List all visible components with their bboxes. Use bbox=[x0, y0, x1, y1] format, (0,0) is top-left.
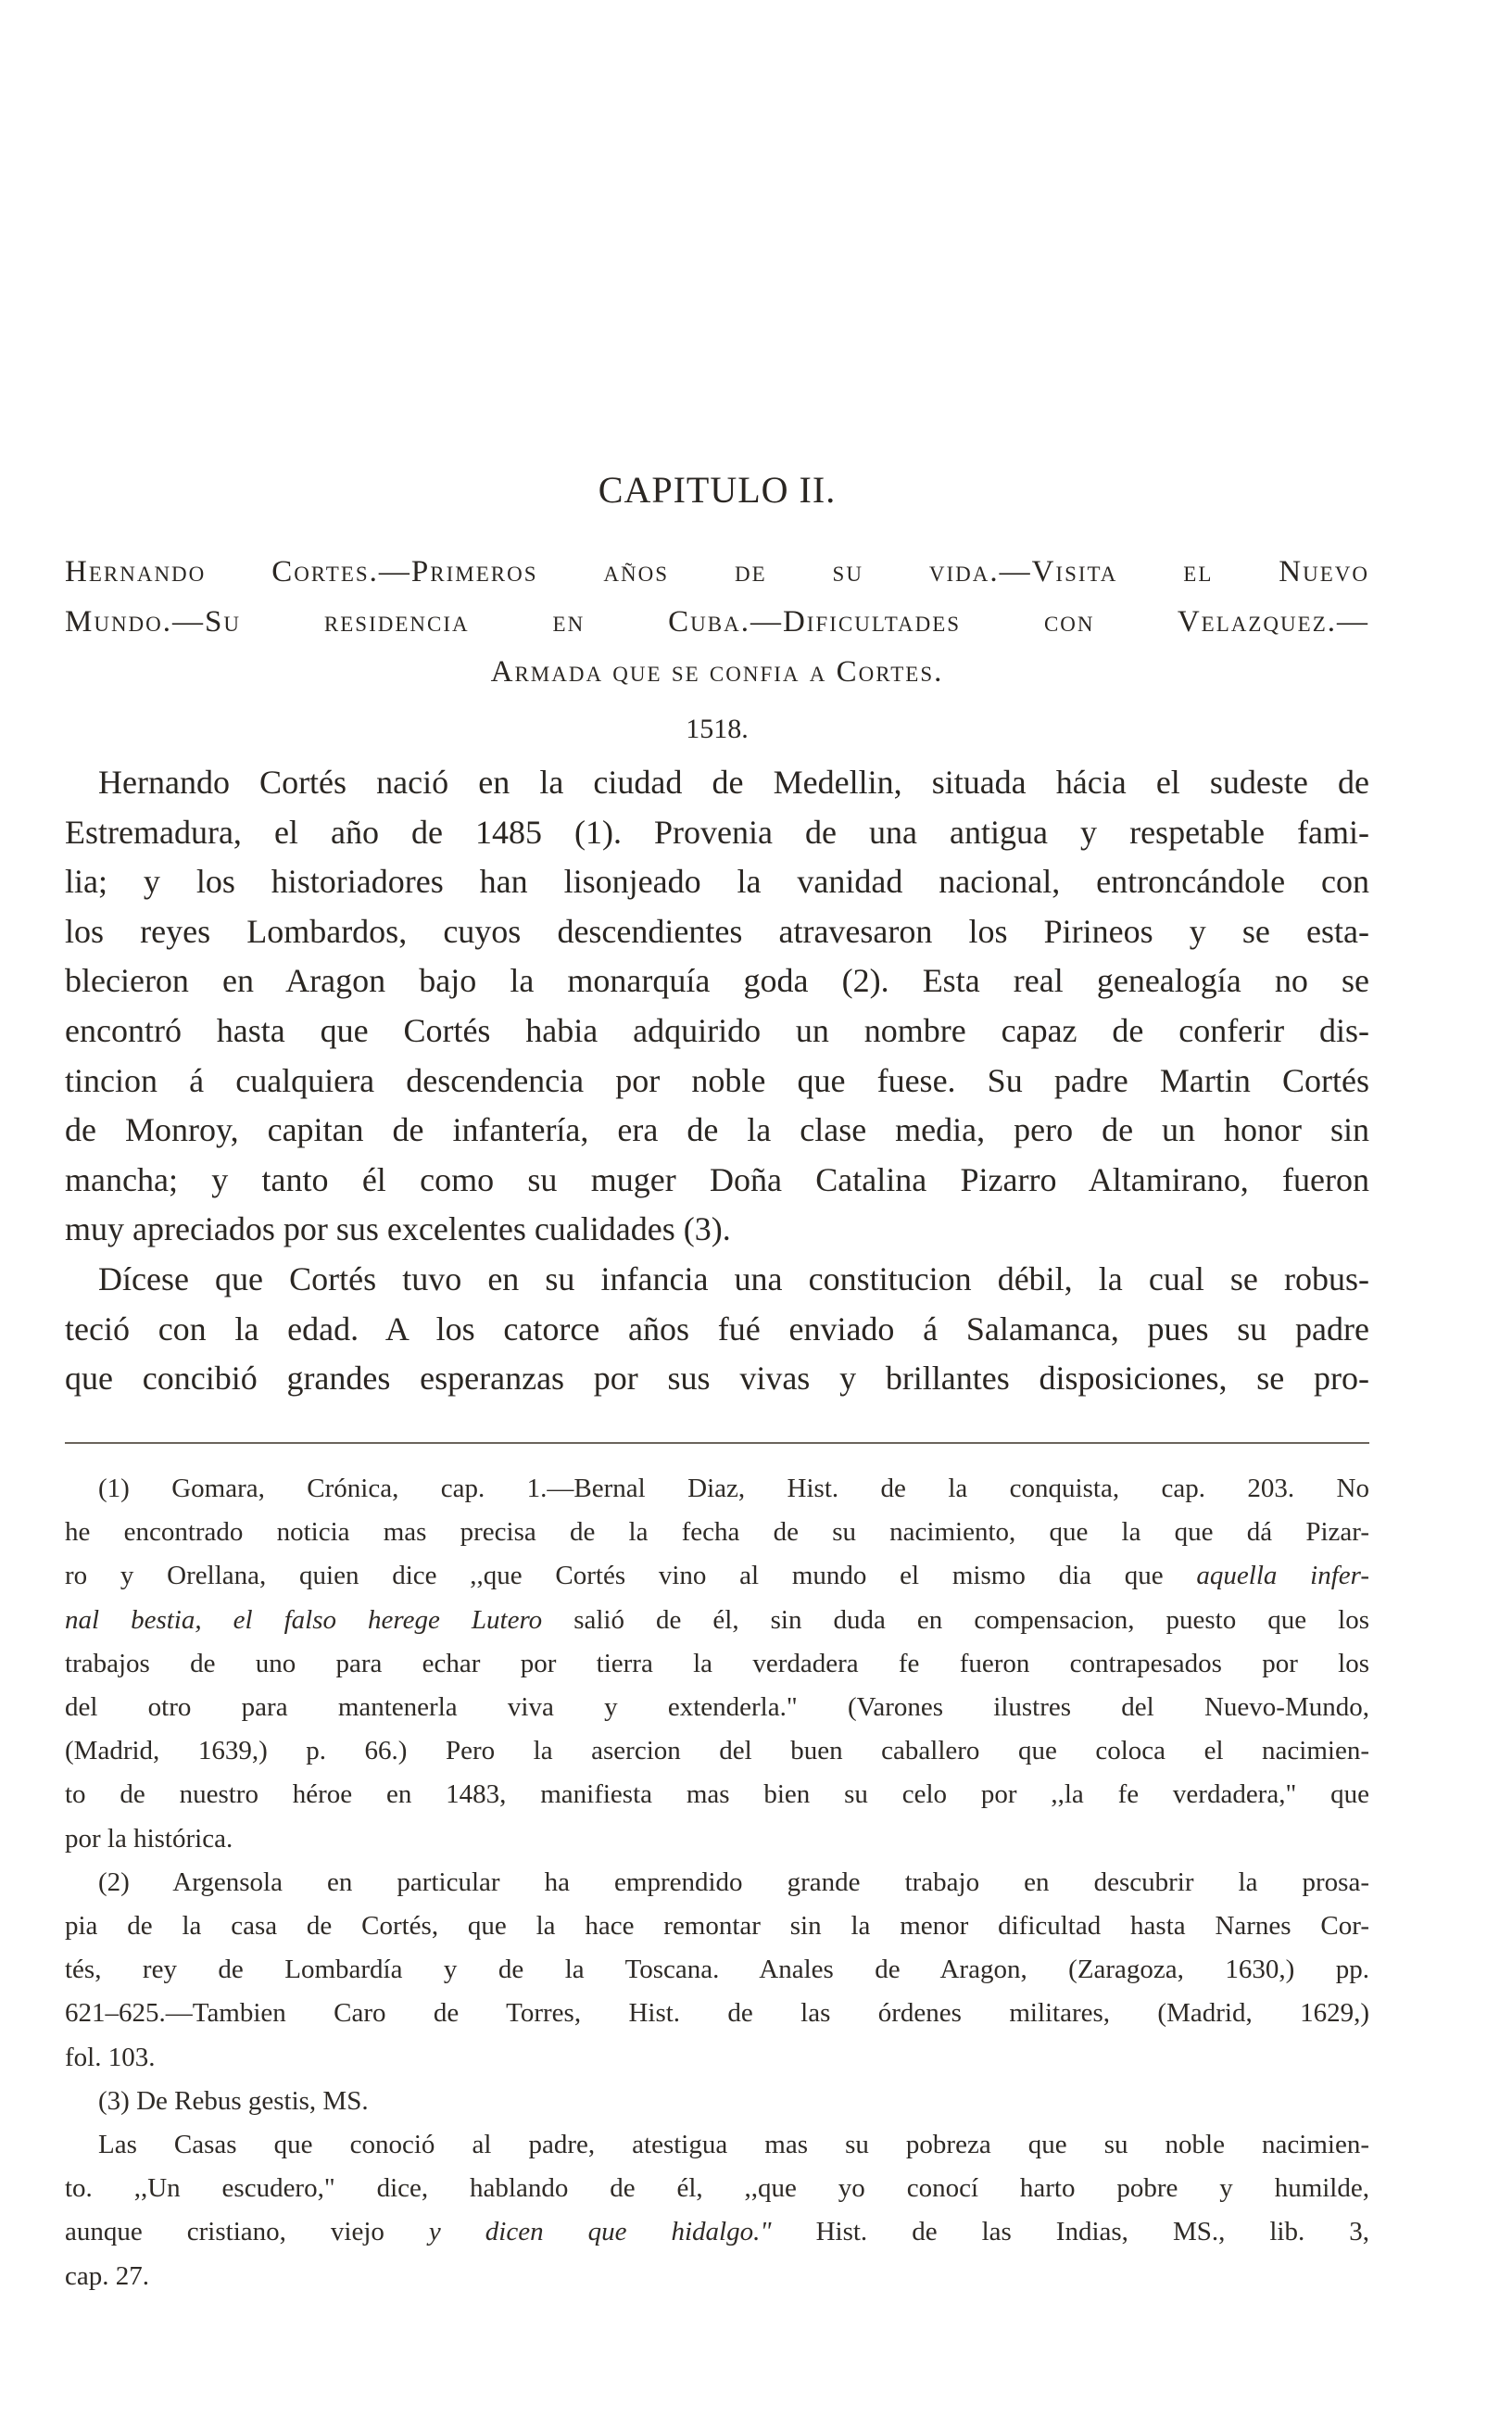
footnote-line: (1) Gomara, Crónica, cap. 1.—Bernal Diaz, Hist. de la conquista, cap. 203. No bbox=[98, 1474, 1369, 1503]
footnote-line: Las Casas que conoció al padre, atestigua mas su pobreza que su noble nacimien- bbox=[98, 2130, 1369, 2160]
footnote-line: he encontrado noticia mas precisa de la fecha de su nacimiento, que la que dá Pizar- bbox=[65, 1517, 1369, 1548]
body-line: Dícese que Cortés tuvo en su infancia una constitucion débil, la cual se robus- bbox=[98, 1259, 1369, 1297]
body-line: los reyes Lombardos, cuyos descendientes atravesaron los Pirineos y se esta- bbox=[65, 912, 1369, 950]
body-line: de Monroy, capitan de infantería, era de la clase media, pero de un honor sin bbox=[65, 1111, 1369, 1149]
footnote-line: pia de la casa de Cortés, que la hace remontar sin la menor dificultad hasta Narnes Cor- bbox=[65, 1911, 1369, 1942]
footnote-line: trabajos de uno para echar por tierra la verdadera fe fueron contrapesados por los bbox=[65, 1648, 1369, 1678]
body-text bbox=[65, 758, 1369, 1404]
footnote-text: aunque cristiano, viejo bbox=[65, 2217, 384, 2247]
body-line: que concibió grandes esperanzas por sus vivas y brillantes disposiciones, se pro- bbox=[65, 1360, 1369, 1398]
footnote-line: (2) Argensola en particular ha emprendido grande trabajo en descubrir la prosa- bbox=[98, 1867, 1369, 1897]
body-line: lia; y los historiadores han lisonjeado la vanidad nacional, entroncándole con bbox=[65, 863, 1369, 901]
footnote-line: cap. 27. bbox=[65, 2260, 149, 2291]
footnote-italic-text: aquella infer- bbox=[1196, 1561, 1369, 1591]
footnote-line: fol. 103. bbox=[65, 2042, 156, 2072]
chapter-summary bbox=[65, 547, 1369, 697]
footnote-line: 621–625.—Tambien Caro de Torres, Hist. de las órdenes militares, (Madrid, 1629,) bbox=[65, 1998, 1369, 2029]
summary-line: Mundo.—Su residencia en Cuba.—Dificultades con Velazquez.— bbox=[65, 605, 1369, 639]
footnote-line: to. ,,Un escudero," dice, hablando de él, ,,que yo conocí harto pobre y humilde, bbox=[65, 2173, 1369, 2204]
footnote-line bbox=[65, 1554, 1369, 1598]
chapter-title: CAPITULO II. bbox=[598, 469, 837, 511]
footnote-line: tés, rey de Lombardía y de la Toscana. Anales de Aragon, (Zaragoza, 1630,) pp. bbox=[65, 1955, 1369, 1985]
footnote-text: ro y Orellana, quien dice ,,que Cortés vino al mundo el mismo dia que bbox=[65, 1561, 1164, 1591]
chapter-year: 1518. bbox=[686, 714, 749, 744]
body-line: Hernando Cortés nació en la ciudad de Medellin, situada hácia el sudeste de bbox=[98, 764, 1369, 801]
summary-line: Hernando Cortes.—Primeros años de su vida.—Visita el Nuevo bbox=[65, 555, 1369, 588]
footnote-text: Hist. de las Indias, MS., lib. 3, bbox=[815, 2217, 1370, 2247]
footnote-line bbox=[65, 1599, 1369, 1642]
body-line: Estremadura, el año de 1485 (1). Provenia de una antigua y respetable fami- bbox=[65, 813, 1369, 851]
body-line: muy apreciados por sus excelentes cualidades (3). bbox=[65, 1210, 731, 1248]
footnote-line: (Madrid, 1639,) p. 66.) Pero la asercion del buen caballero que coloca el nacimien- bbox=[65, 1736, 1369, 1766]
footnotes bbox=[65, 1467, 1369, 2298]
footnote-line: del otro para mantenerla viva y extenderla." (Varones ilustres del Nuevo-Mundo, bbox=[65, 1692, 1369, 1723]
body-line: mancha; y tanto él como su muger Doña Catalina Pizarro Altamirano, fueron bbox=[65, 1160, 1369, 1198]
footnote-divider bbox=[65, 1442, 1369, 1444]
footnote-line bbox=[65, 2210, 1369, 2254]
footnote-italic-text: nal bestia, el falso herege Lutero bbox=[65, 1604, 543, 1635]
footnote-line: to de nuestro héroe en 1483, manifiesta mas bien su celo por ,,la fe verdadera," que bbox=[65, 1779, 1369, 1810]
body-line: tincion á cualquiera descendencia por noble que fuese. Su padre Martin Cortés bbox=[65, 1061, 1369, 1099]
footnote-text: salió de él, sin duda en compensacion, puesto que los bbox=[573, 1604, 1370, 1635]
footnote-italic-text: y dicen que hidalgo." bbox=[428, 2217, 772, 2247]
footnote-line: (3) De Rebus gestis, MS. bbox=[98, 2085, 369, 2116]
body-line: blecieron en Aragon bajo la monarquía goda (2). Esta real genealogía no se bbox=[65, 962, 1369, 1000]
footnote-line: por la histórica. bbox=[65, 1823, 233, 1854]
body-line: teció con la edad. A los catorce años fué enviado á Salamanca, pues su padre bbox=[65, 1310, 1369, 1348]
summary-line: Armada que se confia a Cortes. bbox=[490, 655, 944, 689]
body-line: encontró hasta que Cortés habia adquirido un nombre capaz de conferir dis- bbox=[65, 1011, 1369, 1049]
book-page bbox=[65, 0, 1369, 2417]
